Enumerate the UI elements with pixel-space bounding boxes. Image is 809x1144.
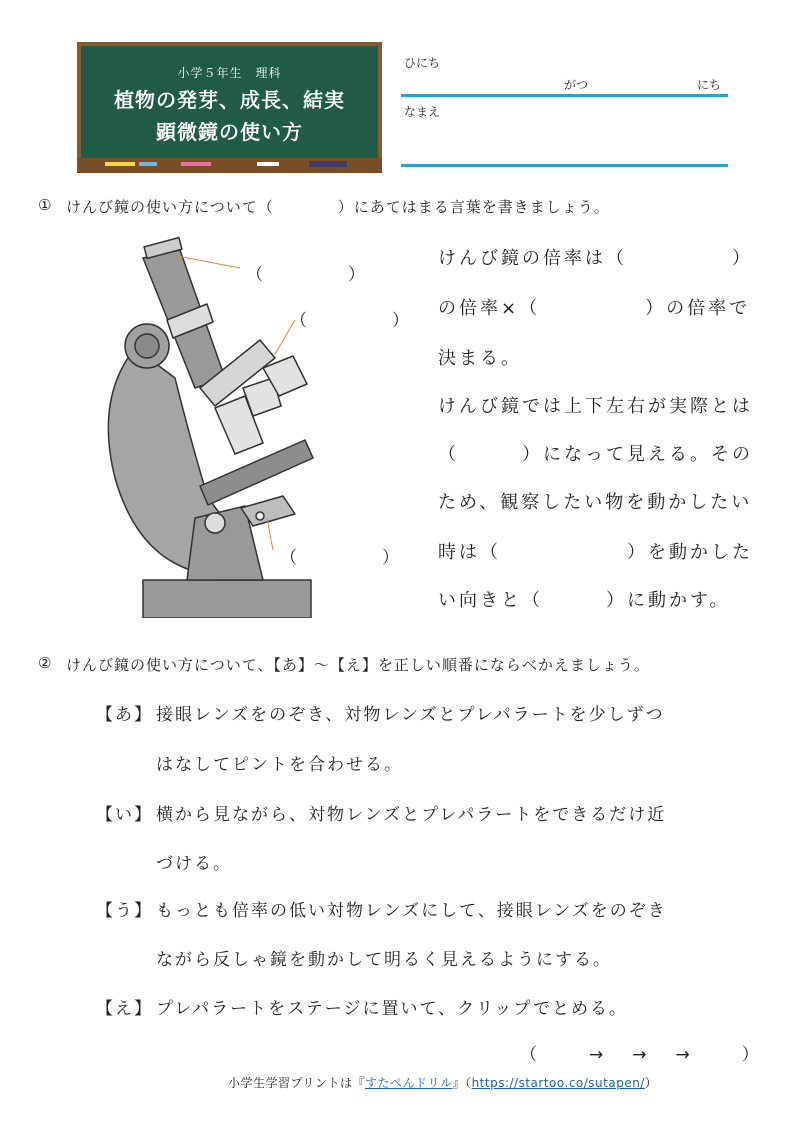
date-label: ひにち xyxy=(404,56,441,70)
step-u-label: 【う】 xyxy=(96,901,153,921)
footer-credit xyxy=(228,1074,657,1091)
objective-answer-blank: （ ） xyxy=(290,311,409,331)
step-a-line2: はなしてピントを合わせる。 xyxy=(156,755,403,775)
step-u-line1: もっとも倍率の低い対物レンズにして、接眼レンズをのぞき xyxy=(156,901,667,921)
worksheet-subtitle: 顕微鏡の使い方 xyxy=(156,120,303,144)
step-a-label: 【あ】 xyxy=(96,705,153,725)
q1-number: ① xyxy=(38,196,53,214)
step-u-line2: ながら反しゃ鏡を動かして明るく見えるようにする。 xyxy=(156,950,612,970)
q1-line-5: （ ）になって見える。その xyxy=(438,444,753,465)
footer-middle: 』（ xyxy=(452,1076,472,1090)
grade-subject: 小学５年生 理科 xyxy=(177,66,282,80)
q1-line-6: ため、観察したい物を動かしたい xyxy=(438,492,753,513)
footer-url-link[interactable]: https://startoo.co/sutapen/ xyxy=(471,1076,645,1090)
name-label: なまえ xyxy=(404,105,441,119)
step-e-label: 【え】 xyxy=(96,999,153,1019)
step-i-line2: づける。 xyxy=(156,854,232,874)
q2-prompt: けんび鏡の使い方について、【あ】～【え】を正しい順番にならべかえましょう。 xyxy=(66,656,650,674)
q1-prompt: けんび鏡の使い方について（ ）にあてはまる言葉を書きましょう。 xyxy=(66,198,610,216)
q1-line-4: けんび鏡では上下左右が実際とは xyxy=(438,396,753,417)
answer-order-blank: （ → → → ） xyxy=(520,1045,765,1065)
q2-number: ② xyxy=(38,654,53,672)
step-i-line1: 横から見ながら、対物レンズとプレパラートをできるだけ近 xyxy=(156,805,667,825)
q1-line-1: けんび鏡の倍率は（ ） xyxy=(438,248,753,269)
eyepiece-answer-blank: （ ） xyxy=(246,265,365,285)
step-a-line1: 接眼レンズをのぞき、対物レンズとプレパラートを少しずつ xyxy=(156,705,665,725)
step-e-line1: プレパラートをステージに置いて、クリップでとめる。 xyxy=(156,999,628,1019)
footer-suffix: ） xyxy=(644,1076,658,1090)
month-label: がつ xyxy=(564,78,589,92)
q1-line-3: 決まる。 xyxy=(438,348,522,369)
q1-line-7: 時は（ ）を動かした xyxy=(438,542,753,563)
footer-prefix: 小学生学習プリントは『 xyxy=(228,1076,366,1090)
worksheet-title: 植物の発芽、成長、結実 xyxy=(114,88,345,112)
q1-line-8: い向きと（ ）に動かす。 xyxy=(438,590,731,611)
name-line xyxy=(401,164,728,167)
day-label: にち xyxy=(697,78,722,92)
step-i-label: 【い】 xyxy=(96,805,153,825)
mirror-answer-blank: （ ） xyxy=(280,548,399,568)
q1-line-2: の倍率×（ ）の倍率で xyxy=(438,298,751,319)
sutapen-drill-link[interactable]: すたぺんドリル xyxy=(365,1076,453,1090)
date-line xyxy=(401,94,728,97)
